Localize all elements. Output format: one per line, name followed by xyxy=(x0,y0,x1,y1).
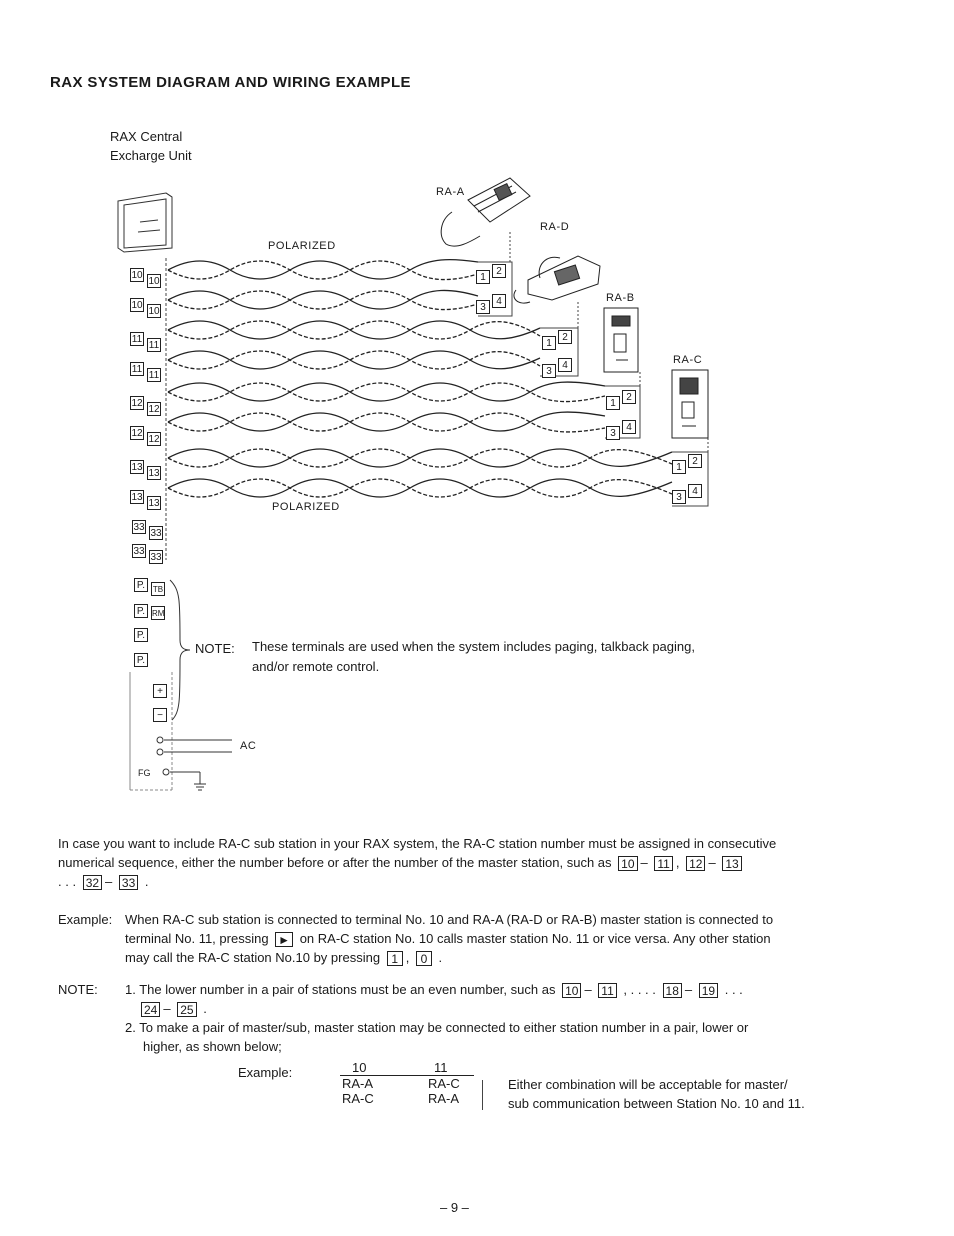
paging-terminal: P. xyxy=(134,628,148,642)
note-label: NOTE: xyxy=(58,982,98,997)
paging-terminal: P. xyxy=(134,604,148,618)
power-terminal-minus: − xyxy=(153,708,167,722)
paging-terminal: P. xyxy=(134,578,148,592)
pair-3 xyxy=(168,321,540,339)
terminal-right: 13 xyxy=(148,498,160,509)
example-label: Example: xyxy=(58,912,113,927)
key-box: 11 xyxy=(654,856,672,871)
brace-divider xyxy=(482,1080,484,1110)
terminal-left: 33 xyxy=(133,546,145,557)
polarized-label-top: POLARIZED xyxy=(268,240,336,252)
key-box: 19 xyxy=(699,983,718,998)
example-2-label: Example: xyxy=(238,1065,293,1080)
station-pin: 1 xyxy=(476,270,490,284)
intro-paragraph: In case you want to include RA-C sub station in your RAX system, the RA-C station number must be assigned in consecutive numerical sequence, either the number before or after the number of the master station, such as 10 – 11 , 12 – 13 . . . 32 – 33 . xyxy=(58,836,777,891)
terminal-left: 12 xyxy=(131,428,143,439)
diagram-note-label: NOTE: xyxy=(195,641,235,656)
station-pin: 3 xyxy=(542,364,556,378)
terminal-left: 11 xyxy=(131,364,143,375)
station-pin: 4 xyxy=(558,358,572,372)
ra-d-phone-illustration xyxy=(514,256,600,303)
key-box: 1 xyxy=(387,951,403,966)
example-paragraph: Example: When RA-C sub station is connected to terminal No. 10 and RA-A (RA-D or RA-B) master station is connected to terminal No. 11, pressing ► on RA-C station No. 10 calls master station No. 11 or vice versa. Any other station may call the RA-C station No.10 by pressing 1 , 0 . xyxy=(58,912,774,967)
talk-key-icon: ► xyxy=(275,932,293,947)
terminal-right: 11 xyxy=(148,370,160,381)
terminal-right: 10 xyxy=(148,306,160,317)
pair-5 xyxy=(168,382,605,401)
station-pin: 1 xyxy=(606,396,620,410)
terminal-left: 13 xyxy=(131,462,143,473)
terminal-left: 11 xyxy=(131,334,143,345)
terminal-left: 10 xyxy=(131,300,143,311)
terminal-right: 12 xyxy=(148,404,160,415)
terminal-right: 12 xyxy=(148,434,160,445)
station-pin: 2 xyxy=(622,390,636,404)
terminal-right: 33 xyxy=(150,528,162,539)
page-title: RAX SYSTEM DIAGRAM AND WIRING EXAMPLE xyxy=(50,74,411,91)
power-terminal-plus: + xyxy=(153,684,167,698)
station-pin: 3 xyxy=(476,300,490,314)
station-pin: 4 xyxy=(688,484,702,498)
table-header-row: 10 11 xyxy=(340,1060,474,1076)
terminal-right: 11 xyxy=(148,340,160,351)
paging-terminal-rm: RM xyxy=(151,606,165,620)
table-row: RA-C RA-A xyxy=(342,1091,460,1106)
station-pin: 2 xyxy=(558,330,572,344)
terminal-left: 13 xyxy=(131,492,143,503)
polarized-label-bottom: POLARIZED xyxy=(272,501,340,513)
table-row: RA-A RA-C xyxy=(342,1076,460,1091)
terminal-left: 10 xyxy=(131,270,143,281)
station-pin: 3 xyxy=(672,490,686,504)
station-pin: 4 xyxy=(492,294,506,308)
diagram-note-line-1: These terminals are used when the system includes paging, talkback paging, xyxy=(252,639,695,654)
key-box: 0 xyxy=(416,951,432,966)
station-label-ra-d: RA-D xyxy=(540,221,570,233)
pair-6 xyxy=(168,412,605,431)
central-exchange-unit-illustration xyxy=(118,193,172,252)
key-box: 11 xyxy=(598,983,616,998)
station-label-ra-a: RA-A xyxy=(436,186,465,198)
pair-1 xyxy=(168,260,478,279)
station-pin: 1 xyxy=(542,336,556,350)
paging-terminal-tb: TB xyxy=(151,582,165,596)
key-box: 10 xyxy=(618,856,637,871)
central-unit-label: RAX Central Excharge Unit xyxy=(110,129,192,163)
page-number: – 9 – xyxy=(440,1200,469,1215)
terminal-right: 13 xyxy=(148,468,160,479)
example-2-table xyxy=(340,1060,474,1106)
terminal-right: 33 xyxy=(150,552,162,563)
example-2-explanation: Either combination will be acceptable for master/ sub communication between Station No. 10 and 11. xyxy=(508,1077,805,1111)
terminal-left: 33 xyxy=(133,522,145,533)
station-label-ra-b: RA-B xyxy=(606,292,635,304)
station-pin: 4 xyxy=(622,420,636,434)
key-box: 13 xyxy=(722,856,741,871)
twisted-pairs xyxy=(168,260,672,497)
ra-c-panel-illustration xyxy=(672,370,708,438)
station-label-ra-c: RA-C xyxy=(673,354,703,366)
paging-terminal: P. xyxy=(134,653,148,667)
terminal-left: 12 xyxy=(131,398,143,409)
diagram-note-line-2: and/or remote control. xyxy=(252,659,380,674)
station-pin: 3 xyxy=(606,426,620,440)
pair-4 xyxy=(168,351,540,369)
ra-b-panel-illustration xyxy=(604,308,638,372)
terminal-right: 10 xyxy=(148,276,160,287)
station-pin: 2 xyxy=(492,264,506,278)
note-paragraph: NOTE: 1. The lower number in a pair of stations must be an even number, such as 10 – 11 , . . . . 18 – 19 . . . 24 – 25 . 2. To make a pair of master/sub, master station may be connected to either station number in a pair, lower or higher, as shown below; xyxy=(58,982,749,1054)
key-box: 33 xyxy=(119,875,138,890)
key-box: 24 xyxy=(141,1002,160,1017)
station-pin: 2 xyxy=(688,454,702,468)
station-pin: 1 xyxy=(672,460,686,474)
key-box: 18 xyxy=(663,983,682,998)
key-box: 32 xyxy=(83,875,102,890)
ac-label: AC xyxy=(240,740,257,752)
fg-label: FG xyxy=(138,768,151,778)
key-box: 10 xyxy=(562,983,581,998)
key-box: 12 xyxy=(686,856,705,871)
key-box: 25 xyxy=(177,1002,196,1017)
